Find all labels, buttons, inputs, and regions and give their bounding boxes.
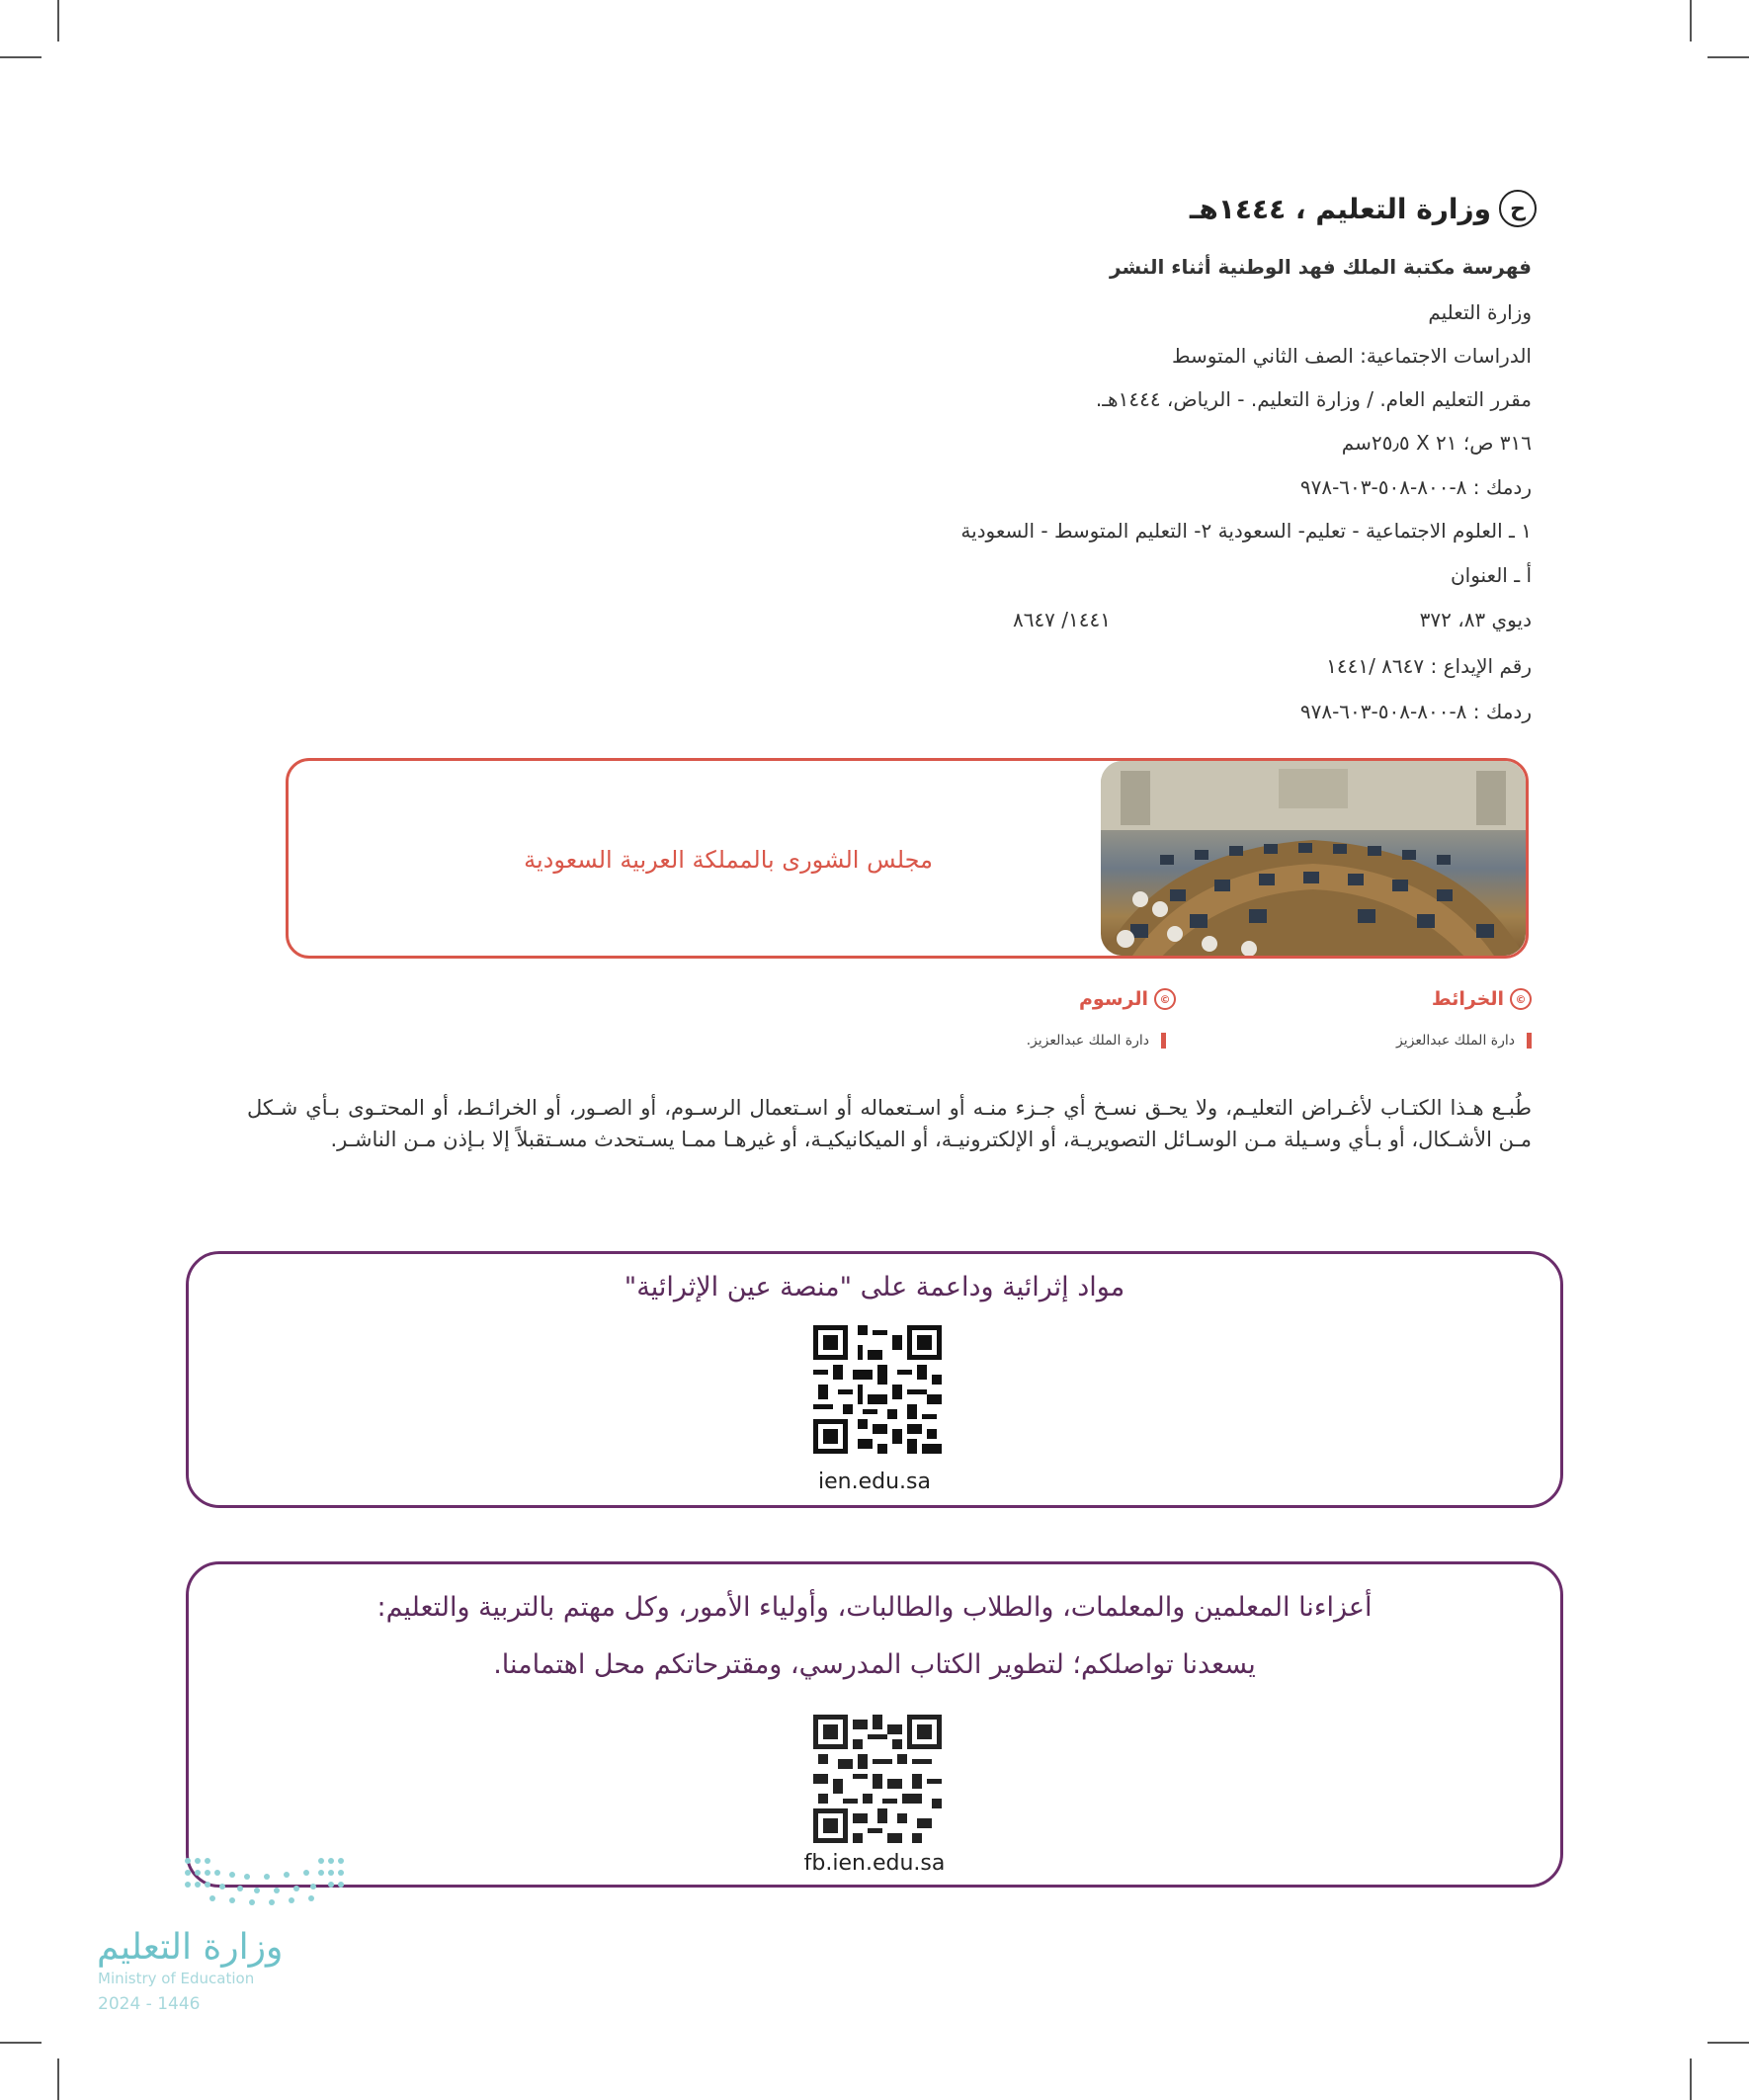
crop-mark <box>57 2058 59 2100</box>
crop-mark <box>1690 0 1692 42</box>
enrichment-qr-code[interactable] <box>813 1325 942 1454</box>
deposit-number: رقم الإيداع : ٨٦٤٧ /١٤٤١ <box>1326 654 1532 678</box>
catalog-line: ردمك : ٨-٨٠٠-٥٠٨-٦٠٣-٩٧٨ <box>1299 475 1532 499</box>
catalog-line: الدراسات الاجتماعية: الصف الثاني المتوسط <box>1172 344 1532 368</box>
catalog-heading: فهرسة مكتبة الملك فهد الوطنية أثناء النشر <box>1110 255 1532 279</box>
shura-council-photo <box>1101 761 1526 956</box>
maps-source: دارة الملك عبدالعزيز <box>1396 1033 1532 1049</box>
qr-code-icon <box>813 1715 942 1843</box>
feedback-line-2: يسعدنا تواصلكم؛ لتطوير الكتاب المدرسي، ومقترحاتكم محل اهتمامنا. <box>493 1649 1256 1680</box>
crop-mark <box>0 2042 42 2044</box>
catalog-line: ١ ـ العلوم الاجتماعية - تعليم- السعودية ٢- التعليم المتوسط - السعودية <box>960 519 1532 543</box>
shura-caption: مجلس الشورى بالمملكة العربية السعودية <box>524 846 933 874</box>
crop-mark <box>1690 2058 1692 2100</box>
catalog-line: ٣١٦ ص؛ ٢١ X ٢٥٫٥سم <box>1341 431 1532 455</box>
copyright-h-icon: ح <box>1499 190 1537 227</box>
ministry-year: 2024 - 1446 <box>98 1994 201 2014</box>
drawings-label: الرسوم <box>1079 988 1148 1010</box>
dewey-number: ديوي ٨٣، ٣٧٢ <box>1419 608 1532 631</box>
catalog-line: مقرر التعليم العام. / وزارة التعليم. - الرياض، ١٤٤٤هـ. <box>1095 387 1532 411</box>
council-chamber-illustration <box>1101 761 1526 956</box>
enrichment-box <box>186 1251 1563 1508</box>
publisher-line: وزارة التعليم ، ١٤٤٤هـ <box>1189 192 1491 225</box>
qr-code-icon <box>813 1325 942 1454</box>
ministry-dots-icon <box>94 1853 351 1912</box>
dewey-deposit: ١٤٤١/ ٨٦٤٧ <box>1012 608 1111 631</box>
ministry-logo <box>94 1853 351 1916</box>
crop-mark <box>1707 2042 1749 2044</box>
publisher-title <box>1190 190 1537 227</box>
crop-mark <box>1707 56 1749 58</box>
shura-feature-box <box>286 758 1529 959</box>
copyright-icon: © <box>1510 988 1532 1010</box>
crop-mark <box>0 56 42 58</box>
feedback-line-1: أعزاءنا المعلمين والمعلمات، والطلاب والطالبات، وأولياء الأمور، وكل مهتم بالتربية والتعليم: <box>376 1592 1373 1623</box>
catalog-line: أ ـ العنوان <box>1450 563 1532 587</box>
copyright-icon: © <box>1154 988 1176 1010</box>
enrichment-title: مواد إثرائية وداعمة على "منصة عين الإثرائية" <box>624 1272 1125 1302</box>
catalog-line: وزارة التعليم <box>1428 300 1532 324</box>
feedback-box <box>186 1561 1563 1888</box>
enrichment-url[interactable]: ien.edu.sa <box>818 1470 931 1494</box>
drawings-source: دارة الملك عبدالعزيز. <box>1027 1033 1166 1049</box>
feedback-qr-code[interactable] <box>813 1715 942 1843</box>
drawings-credit-heading <box>1079 988 1176 1010</box>
maps-credit-heading <box>1432 988 1532 1010</box>
feedback-url[interactable]: fb.ien.edu.sa <box>803 1851 946 1876</box>
maps-label: الخرائط <box>1431 988 1504 1010</box>
ministry-name-ar: وزارة التعليم <box>97 1927 284 1968</box>
crop-mark <box>57 0 59 42</box>
isbn-line: ردمك : ٨-٨٠٠-٥٠٨-٦٠٣-٩٧٨ <box>1299 700 1532 723</box>
rights-notice: طُبـع هـذا الكتـاب لأغـراض التعليـم، ولا يحـق نسـخ أي جـزء منـه أو اسـتعماله أو اسـتعمال الرسـوم، أو الصـور، أو الخرائـط، أو المحتـوى بـأي شـكل مـن الأشـكال، أو بـأي وسـيلة مـن الوسـائل التصويريـة، أو الإلكترونيـة، أو الميكانيكيـة، أو غيرهـا ممـا يسـتحدث مسـتقبلاً إلا بـإذن مـن الناشـر. <box>247 1096 1532 1151</box>
ministry-name-en: Ministry of Education <box>98 1970 255 1987</box>
